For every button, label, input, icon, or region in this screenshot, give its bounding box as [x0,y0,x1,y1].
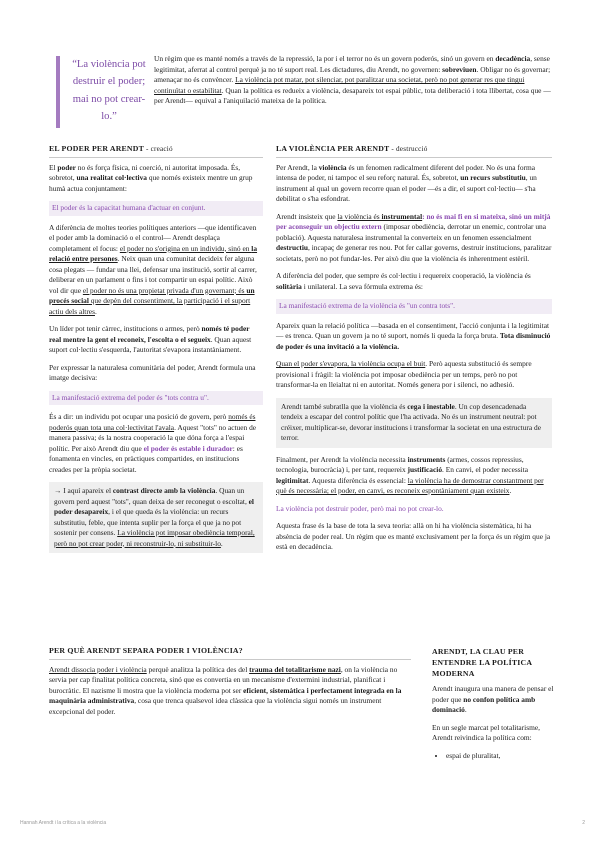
violence-paragraph-5: Quan el poder s'evapora, la violència ocupa el buit. Però aquesta substitució és sempre provisional i fràgil: la violència pot imposar obediència per un temps, però no pot transformar-la en lleialtat ni en autoritat. Només genera por i silenci, no adhesió. [276,359,532,389]
blind-violence-box: Arendt també subratlla que la violència és cega i inestable. Un cop desencadenada tendeix a escapar del control polític que l'ha activada. No és un instrument neutral: pot créixer, multiplicar-se, devorar institucions i transformar la societat en una estructura de terror. [276,398,552,448]
violence-key-sentence: La violència pot destruir poder, però mai no pot crear-lo. [276,503,444,513]
violence-paragraph-2: Arendt insisteix que la violència és instrumental: no és mai fi en si mateixa, sinó un mitjà per aconseguir un objectiu extern (imposar obediència, derrotar un enemic, controlar una població). Aquesta naturalesa instrumental la converteix en un fenomen essencialment destructiu, incapaç de generar res nou. Pot fer callar governs, destruir institucions, paralitzar societats, però no pot fundar-les. Per això diu que la violència és inherentment estèril. [276,211,552,263]
page-number: 2 [582,820,585,826]
intro-paragraph: Un règim que es manté només a través de la repressió, la por i el terror no és un govern poderós, sinó un govern en decadència, sense legitimitat, aferrat al control perquè ja no té suport real. Les dictadures, diu Arendt, no governen: sobreviuen. Obligar no és governar; amenaçar no és convèncer. La violència pot matar, pot silenciar, pot paralitzar una societat, però no pot generar res que tingui continuïtat o estabilitat. Quan la política es redueix a violència, desapareix tot espai públic, tota deliberació i tota llibertat, cosa que —per Arendt— equival a l'aniquilació mateixa de la política. [154,54,551,106]
modern-politics-sidebar [432,646,556,762]
why-separate-paragraph: Arendt dissocia poder i violència perquè analitza la política des del trauma del totalitarisme nazi, on la violència no servia per cap finalitat política concreta, sinó que es convertia en un mecanisme d'extermini industrial, planificat i burocràtic. El nazisme li mostra que la violència moderna pot ser eficient, sistemàtica i perfectament integrada en la maquinària administrativa, cosa que trenca qualsevol idea clàssica que la violència sigui només un instrument excepcional del poder. [49,664,402,716]
power-highlight-2: La manifestació extrema del poder és "tots contra u". [49,391,263,406]
why-separate-heading: PER QUÈ ARENDT SEPARA PODER I VIOLÈNCIA? [49,646,411,660]
footer-title: Hannah Arendt i la crítica a la violència [20,820,107,826]
sidebar-paragraph-2: En un segle marcat pel totalitarisme, Arendt reivindica la política com: [432,722,540,743]
pull-quote: “La violència pot destruir el poder; mai no pot crear-lo.” [56,56,148,128]
page-footer [20,820,585,826]
violence-paragraph-8: Aquesta frase és la base de tota la seva teoria: allà on hi ha violència sistemàtica, hi ha absència de poder real. Un règim que es manté exclusivament per la força és un règim que ja està en decadència. [276,521,551,551]
sidebar-title: ARENDT, LA CLAU PER ENTENDRE LA POLÍTICA MODERNA [432,647,532,678]
why-separate-section [49,646,411,718]
violence-highlight-1: La manifestació extrema de la violència és "un contra tots". [276,299,552,314]
violence-column [276,144,552,560]
power-paragraph-4: Per expressar la naturalesa comunitària del poder, Arendt formula una imatge decisiva: [49,362,256,382]
violence-paragraph-6: Finalment, per Arendt la violència necessita instruments (armes, cossos repressius, tecnologia, burocràcia) i, per tant, requereix justificació. En canvi, el poder necessita legitimitat. Aquesta diferència és essencial: la violència ha de demostrar constantment per què és necessària; el poder, en canvi, es reconeix espontàniament quan existeix. [276,454,544,495]
violence-paragraph-3: A diferència del poder, que sempre és col·lectiu i requereix cooperació, la violència és solitària i unilateral. La seva fórmula extrema és: [276,271,531,291]
sidebar-list [432,751,556,762]
contrast-box: → I aquí apareix el contrast directe amb la violència. Quan un govern perd aquest "tots", quan deixa de ser reconegut o escoltat, el poder desapareix, i el que queda és la violència: un recurs substitutiu, feble, que intenta suplir per la força el que ja no pot sostenir per consens. La violència pot imposar obediència temporal, però no pot crear poder, ni reconstruir-lo, ni substituir-lo. [49,482,263,553]
power-paragraph-1: El poder no és força física, ni coerció, ni autoritat imposada. És, sobretot, una realitat col·lectiva que només existeix mentre un grup humà actua conjuntament: [49,162,253,193]
power-highlight-1: El poder és la capacitat humana d'actuar en conjunt. [49,201,263,216]
violence-paragraph-1: Per Arendt, la violència és un fenomen radicalment diferent del poder. No és una forma intensa de poder, ni tampoc el seu reforç natural. És, sobretot, un recurs substitutiu, un instrument al qual un govern recorre quan el poder —és a dir, el suport col·lectiu— s'ha debilitat o s'ha esfondrat. [276,162,537,203]
power-paragraph-3: Un líder pot tenir càrrec, institucions o armes, però només té poder real mentre la gent el reconeix, l'escolta o el segueix. Quan aquest suport col·lectiu s'esquerda, l'autoritat s'evapora instantàniament. [49,324,252,354]
power-paragraph-2: A diferència de moltes teories polítiques anteriors —que identificaven el poder amb la dominació o el control— Arendt desplaça completament el focus: el poder no s'origina en un individu, sinó en la relació entre persones. Neix quan una comunitat decideix fer alguna cosa plegats — fundar una llei, defensar una institució, sortir al carrer, deliberar en un parlament o fins i tot compartir un espai polític. Això vol dir que el poder no és una propietat privada d'un governant; és un procés social que depèn del consentiment, la participació i el suport actiu dels altres. [49,222,258,316]
violence-heading: LA VIOLÈNCIA PER ARENDT - destrucció [276,144,552,158]
violence-paragraph-4: Apareix quan la relació política —basada en el consentiment, l'acció conjunta i la legitimitat— es trenca. Quan un govern ja no té suport, només li queda la força bruta. Tota disminució de poder és una invitació a la violència. [276,320,551,351]
sidebar-paragraph-1: Arendt inaugura una manera de pensar el poder que no confon política amb dominació. [432,684,554,715]
power-heading: EL PODER PER ARENDT - creació [49,144,263,158]
intro-section [56,54,552,134]
list-item: • espai de pluralitat, [446,751,556,762]
power-paragraph-5: És a dir: un individu pot ocupar una posició de govern, però només és poderós quan tota una col·lectivitat l'avala. Aquest "tots" no actuen de manera passiva; és la nostra cooperació la que dóna força a l'espai polític. Per això Arendt diu que el poder és estable i durador: es fonamenta en vincles, en pràctiques compartides, en institucions creades per la pròpia societat. [49,412,257,474]
power-column [49,144,263,560]
